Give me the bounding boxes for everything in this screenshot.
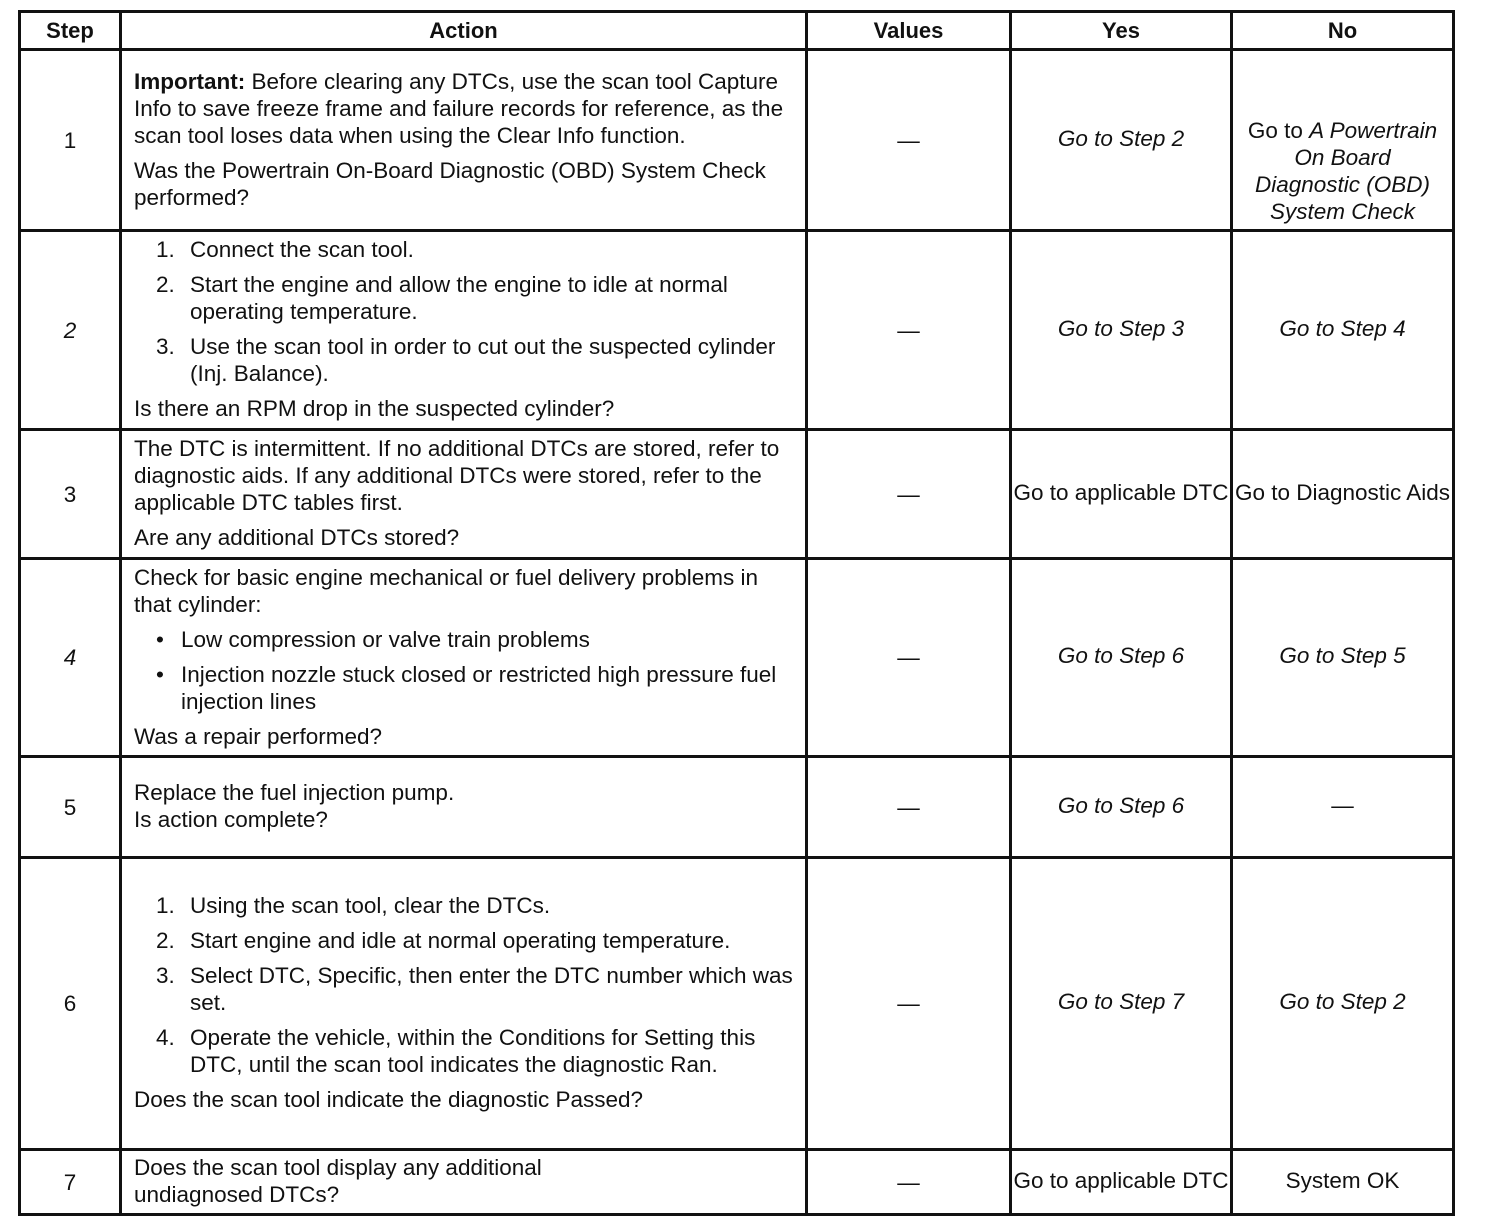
values-cell: —	[807, 231, 1011, 430]
action-cell	[121, 1150, 807, 1215]
action-cell	[121, 430, 807, 559]
action-cell	[121, 231, 807, 430]
important-label: Important:	[134, 68, 246, 94]
step-question: Does the scan tool display any additional undiagnosed DTCs?	[134, 1155, 542, 1207]
important-note	[134, 68, 795, 149]
step-number: 2	[20, 231, 121, 430]
values-cell: —	[807, 430, 1011, 559]
header-no: No	[1232, 12, 1454, 50]
step-text: The DTC is intermittent. If no additional DTCs are stored, refer to diagnostic aids. If any additional DTCs were stored, refer to the applicable DTC tables first.	[134, 436, 780, 515]
list-item: 2. Start the engine and allow the engine to idle at normal operating temperature.	[156, 272, 728, 324]
list-item: 2. Start engine and idle at normal operating temperature.	[156, 928, 731, 953]
no-cell: Go to Step 2	[1232, 858, 1454, 1150]
table-row-step-1	[20, 50, 1454, 231]
values-cell: —	[807, 757, 1011, 858]
step-number: 5	[20, 757, 121, 858]
yes-cell: Go to applicable DTC	[1011, 1150, 1232, 1215]
list-item: 3. Select DTC, Specific, then enter the DTC number which was set.	[156, 963, 793, 1015]
step-text: Check for basic engine mechanical or fuel delivery problems in that cylinder:	[134, 564, 759, 617]
action-cell	[121, 559, 807, 757]
bullet-list	[134, 626, 795, 715]
step-number: 4	[20, 559, 121, 757]
header-step: Step	[20, 12, 121, 50]
procedure-list	[134, 236, 795, 395]
no-cell: Go to Step 4	[1232, 231, 1454, 430]
diagnostic-table	[18, 10, 1455, 1216]
step-question: Are any additional DTCs stored?	[134, 525, 460, 550]
yes-cell: Go to Step 6	[1011, 757, 1232, 858]
list-item: • Low compression or valve train problems	[156, 626, 590, 652]
header-values: Values	[807, 12, 1011, 50]
values-cell: —	[807, 50, 1011, 231]
values-cell: —	[807, 1150, 1011, 1215]
step-number: 7	[20, 1150, 121, 1215]
step-text: Replace the fuel injection pump.	[134, 780, 455, 805]
yes-cell: Go to Step 3	[1011, 231, 1232, 430]
table-row-step-6	[20, 858, 1454, 1150]
no-cell: System OK	[1232, 1150, 1454, 1215]
procedure-list	[134, 892, 795, 1086]
no-prefix: Go to	[1247, 118, 1310, 143]
header-action: Action	[121, 12, 807, 50]
table-row-step-7	[20, 1150, 1454, 1215]
step-question: Was the Powertrain On-Board Diagnostic (OBD) System Check performed?	[134, 157, 766, 210]
step-number: 6	[20, 858, 121, 1150]
action-cell	[121, 50, 807, 231]
action-cell	[121, 757, 807, 858]
header-yes: Yes	[1011, 12, 1232, 50]
no-link-text: A Powertrain On Board Diagnostic (OBD) System Check	[1254, 118, 1438, 224]
list-item: 4. Operate the vehicle, within the Conditions for Setting this DTC, until the scan tool indicates the diagnostic Ran.	[156, 1025, 756, 1077]
step-question: Is there an RPM drop in the suspected cylinder?	[134, 396, 615, 421]
values-cell: —	[807, 858, 1011, 1150]
list-item: 3. Use the scan tool in order to cut out the suspected cylinder (Inj. Balance).	[156, 334, 776, 386]
no-cell: Go to Step 5	[1232, 559, 1454, 757]
values-cell: —	[807, 559, 1011, 757]
no-cell: —	[1232, 757, 1454, 858]
table-row-step-3	[20, 430, 1454, 559]
yes-cell: Go to Step 2	[1011, 50, 1232, 231]
yes-cell: Go to applicable DTC	[1011, 430, 1232, 559]
step-question: Is action complete?	[134, 807, 328, 832]
yes-cell: Go to Step 7	[1011, 858, 1232, 1150]
list-item: 1. Connect the scan tool.	[156, 237, 414, 262]
header-row	[20, 12, 1454, 50]
no-cell: Go to Diagnostic Aids	[1232, 430, 1454, 559]
step-number: 1	[20, 50, 121, 231]
table-row-step-2	[20, 231, 1454, 430]
step-question: Does the scan tool indicate the diagnostic Passed?	[134, 1087, 644, 1112]
list-item: 1. Using the scan tool, clear the DTCs.	[156, 893, 551, 918]
table-row-step-4	[20, 559, 1454, 757]
step-question: Was a repair performed?	[134, 723, 383, 749]
step-number: 3	[20, 430, 121, 559]
important-text: Before clearing any DTCs, use the scan tool Capture Info to save freeze frame and failure records for reference, as the scan tool loses data when using the Clear Info function.	[134, 68, 784, 148]
no-cell	[1232, 50, 1454, 231]
list-item: • Injection nozzle stuck closed or restricted high pressure fuel injection lines	[156, 661, 777, 714]
yes-cell: Go to Step 6	[1011, 559, 1232, 757]
table-row-step-5	[20, 757, 1454, 858]
action-cell	[121, 858, 807, 1150]
